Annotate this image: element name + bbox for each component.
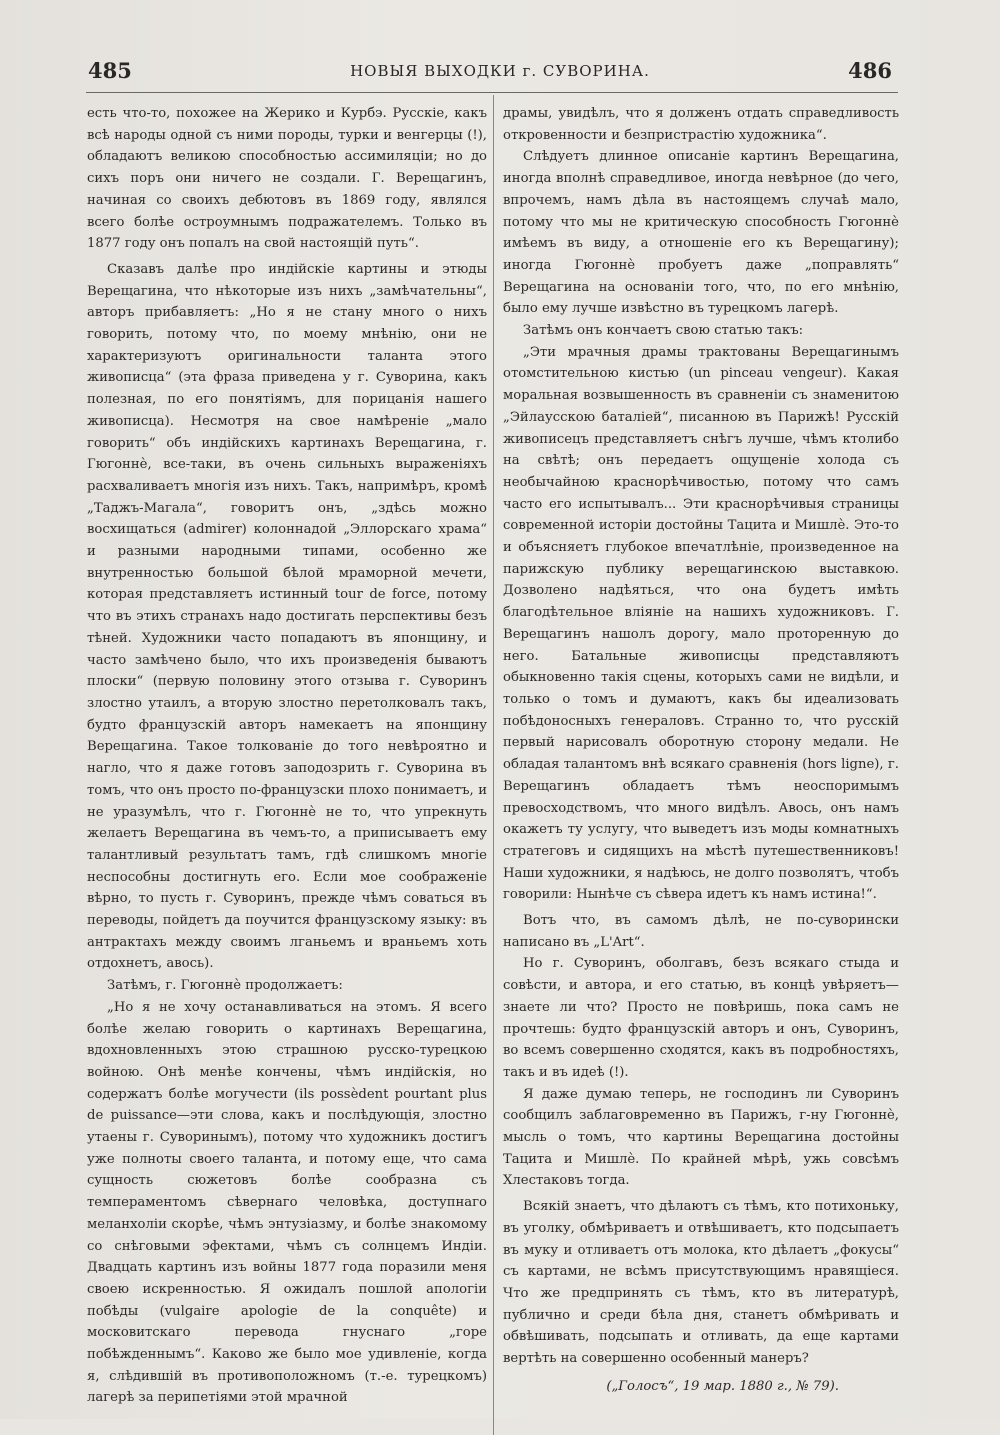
- page-number-left: 485: [88, 58, 132, 83]
- paragraph: Всякій знаетъ, что дѣлаютъ съ тѣмъ, кто потихоньку, въ уголку, обмѣриваетъ и отвѣшиваетъ, кто подсыпаетъ въ муку и отливаетъ отъ молока, кто дѣлаетъ „фокусы“ съ картами, не всѣмъ присутствующимъ нравящіеся. Что же предпринять съ тѣмъ, кто въ литературѣ, публично и среди бѣла дня, станетъ обмѣривать и обвѣшивать, подсыпать и отливать, да еще картами вертѣть на совершенно особенный манеръ?: [503, 1199, 899, 1367]
- left-column: [87, 103, 487, 1409]
- source-citation: („Голосъ“, 19 мар. 1880 г., № 79).: [606, 1378, 839, 1394]
- right-column: [503, 103, 899, 1397]
- paragraph: драмы, увидѣлъ, что я долженъ отдать справедливость откровенности и безпристрастію художника“.: [503, 106, 899, 143]
- paragraph: Я даже думаю теперь, не господинъ ли Суворинъ сообщилъ заблаговременно въ Парижъ, г-ну Гюгоннѐ, мысль о томъ, что картины Верещагина достойны Тацита и Мишлѐ. По крайней мѣрѣ, ужь совсѣмъ Хлестаковъ тогда.: [503, 1086, 899, 1189]
- paragraph: есть что-то, похожее на Жерико и Курбэ. Русскіе, какъ всѣ народы одной съ ними породы, турки и венгерцы (!), обладаютъ великою способностью ассимиляціи; но до сихъ поръ они ничего не создали. Г. Верещагинъ, начиная со своихъ дебютовъ въ 1869 году, являлся всего болѣе остроумнымъ подражателемъ. Только въ 1877 году онъ попалъ на свой настоящій путь“.: [87, 106, 487, 252]
- paragraph: Затѣмъ онъ кончаетъ свою статью такъ:: [523, 323, 804, 339]
- running-header: [0, 58, 1000, 88]
- column-divider: [493, 95, 494, 1435]
- header-rule: [86, 92, 898, 93]
- page-number-right: 486: [848, 58, 892, 83]
- paragraph: Но г. Суворинъ, оболгавъ, безъ всякаго стыда и совѣсти, и автора, и его статью, въ концѣ увѣряетъ—знаете ли что? Просто не повѣришь, пока самъ не прочтешь: будто французскій авторъ и онъ, Суворинъ, во всемъ совершенно сходятся, какъ въ подробностяхъ, такъ и въ идеѣ (!).: [503, 956, 899, 1080]
- running-title: НОВЫЯ ВЫХОДКИ г. СУВОРИНА.: [350, 62, 650, 80]
- paragraph: Сказавъ далѣе про индійскіе картины и этюды Верещагина, что нѣкоторые изъ нихъ „замѣчательны“, авторъ прибавляетъ: „Но я не стану много о нихъ говорить, потому что, по моему мнѣнію, они не характеризуютъ оригинальности таланта этого живописца“ (эта фраза приведена у г. Суворина, какъ полезная, по его понятіямъ, для порицанія нашего живописца). Несмотря на свое намѣреніе „мало говорить“ объ индійскихъ картинахъ Верещагина, г. Гюгоннѐ, все-таки, въ очень сильныхъ выраженіяхъ расхваливаетъ многія изъ нихъ. Такъ, напримѣръ, кромѣ „Таджъ-Магала“, говоритъ онъ, „здѣсь можно восхищаться (admirer) колоннадой „Эллорскаго храма“ и разными народными типами, особенно же внутренностью большой бѣлой мраморной мечети, которая представляетъ истинный tour de force, потому что въ этихъ странахъ надо достигать перспективы безъ тѣней. Художники часто попадаютъ въ японщину, и часто замѣчено было, что ихъ произведенія бываютъ плоски“ (первую половину этого отзыва г. Суворинъ злостно утаилъ, а вторую злостно перетолковалъ такъ, будто французскій авторъ намекаетъ на японщину Верещагина. Такое толкованіе до того невѣроятно и нагло, что я даже готовъ заподозрить г. Суворина въ томъ, что онъ просто по-французски плохо понимаетъ, и не уразумѣлъ, что г. Гюгоннѐ не то, что упрекнуть желаетъ Верещагина въ чемъ-то, а приписываетъ ему талантливый результатъ тамъ, гдѣ слишкомъ многіе неспособны достигнуть его. Если мое соображеніе вѣрно, то пусть г. Суворинъ, прежде чѣмъ соваться въ переводы, пойдетъ да поучится французскому языку: въ антрактахъ между своимъ лганьемъ и враньемъ хоть отдохнетъ, авось).: [87, 261, 487, 972]
- paragraph: „Эти мрачныя драмы трактованы Верещагинымъ отомстительною кистью (un pinceau vengeur). Какая моральная возвышенность въ сравненіи съ знаменитою „Эйлаусскою баталіей“, писанною въ Парижѣ! Русскій живописецъ представляетъ снѣгъ лучше, чѣмъ ктолибо на свѣтѣ; онъ передаетъ ощущеніе холода съ необычайною краснорѣчивостью, потому что самъ часто его испытывалъ... Эти краснорѣчивыя страницы современной исторіи достойны Тацита и Мишлѐ. Это-то и объясняетъ глубокое впечатлѣніе, произведенное на парижскую публику верещагинскою выставкою. Дозволено надѣяться, что она будетъ имѣть благодѣтельное вліяніе на нашихъ художниковъ. Г. Верещагинъ нашолъ дорогу, мало проторенную до него. Батальные живописцы представляютъ обыкновенно такія сцены, которыхъ сами не видѣли, и только о томъ и думаютъ, какъ бы идеализовать побѣдоносныхъ генераловъ. Странно то, что русскій первый нарисовалъ оборотную сторону медали. Не обладая талантомъ внѣ всякаго сравненія (hors ligne), г. Верещагинъ обладаетъ тѣмъ неоспоримымъ превосходствомъ, что много видѣлъ. Авось, онъ намъ окажетъ ту услугу, что выведетъ изъ моды комнатныхъ стратеговъ и сидящихъ на мѣстѣ путешественниковъ! Наши художники, я надѣюсь, не долго позволятъ, чтобъ говорили: Нынѣче съ сѣвера идетъ къ намъ истина!“.: [503, 344, 899, 903]
- paragraph: „Но я не хочу останавливаться на этомъ. Я всего болѣе желаю говорить о картинахъ Верещагина, вдохновленныхъ этою страшною русско-турецкою войною. Онѣ менѣе кончены, чѣмъ индійскія, но содержатъ болѣе могучести (ils possèdent pourtant plus de puissance—эти слова, какъ и послѣдующія, злостно утаены г. Суворинымъ), потому что художникъ достигъ уже полноты своего таланта, и потому еще, что сама сущность сюжетовъ болѣе сообразна съ темпераментомъ сѣвернаго человѣка, доступнаго меланхоліи скорѣе, чѣмъ энтузіазму, и болѣе знакомому со снѣговыми эфектами, чѣмъ съ солнцемъ Индіи. Двадцать картинъ изъ войны 1877 года поразили меня своею искренностью. Я ожидалъ пошлой апологіи побѣды (vulgaire apologie de la conquête) и московитскаго перевода гнуснаго „горе побѣжденнымъ“. Каково же было мое удивленіе, когда я, слѣдившій въ противоположномъ (т.-е. турецкомъ) лагерѣ за перипетіями этой мрачной: [87, 999, 487, 1406]
- paragraph: Слѣдуетъ длинное описаніе картинъ Верещагина, иногда вполнѣ справедливое, иногда невѣрное (до чего, впрочемъ, намъ дѣла въ настоящемъ случаѣ мало, потому что мы не критическую способность Гюгоннѐ имѣемъ въ виду, а отношеніе его къ Верещагину); иногда Гюгоннѐ пробуетъ даже „поправлять“ Верещагина на основаніи того, что, по его мнѣнію, было ему лучше извѣстно въ турецкомъ лагерѣ.: [503, 149, 899, 317]
- paragraph: Затѣмъ, г. Гюгоннѐ продолжаетъ:: [107, 978, 343, 994]
- paragraph: Вотъ что, въ самомъ дѣлѣ, не по-суворински написано въ „L'Art“.: [503, 913, 899, 950]
